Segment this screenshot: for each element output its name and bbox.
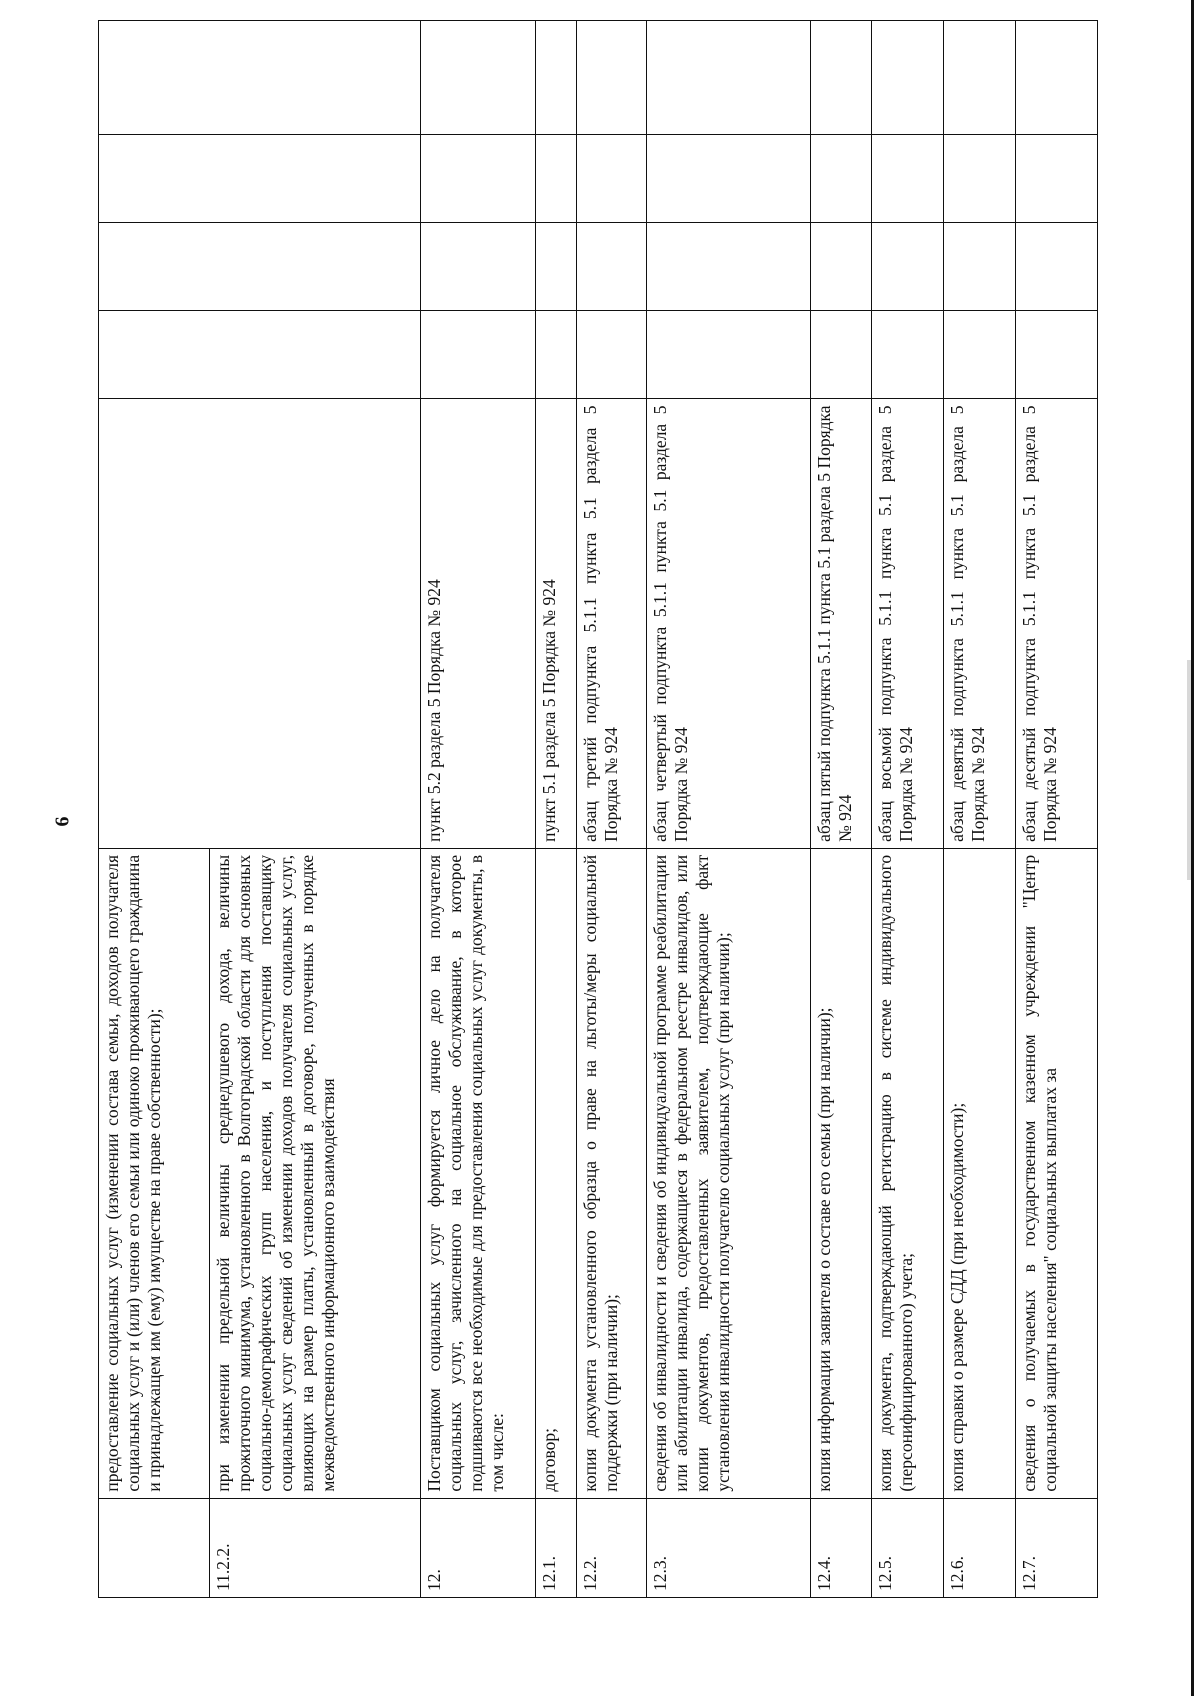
row-number: 12.5. — [872, 1498, 944, 1597]
row-number — [99, 1498, 210, 1597]
row-number: 12.4. — [810, 1498, 872, 1597]
empty-cell — [421, 311, 536, 399]
empty-cell — [944, 222, 1016, 310]
empty-cell — [99, 222, 421, 310]
empty-cell — [1015, 311, 1097, 399]
rotated-table-frame — [98, 20, 1098, 1598]
row-number: 12.6. — [944, 1498, 1016, 1597]
empty-cell — [646, 134, 810, 222]
empty-cell — [810, 134, 872, 222]
empty-cell — [810, 21, 872, 135]
empty-cell — [576, 134, 646, 222]
row-number: 12. — [421, 1498, 536, 1597]
empty-cell — [872, 311, 944, 399]
legal-basis: абзац третий подпункта 5.1.1 пункта 5.1 раздела 5 Порядка № 924 — [576, 399, 646, 848]
table-row — [944, 21, 1016, 1598]
empty-cell — [576, 21, 646, 135]
empty-cell — [810, 222, 872, 310]
empty-cell — [944, 134, 1016, 222]
empty-cell — [872, 222, 944, 310]
legal-basis — [99, 399, 421, 848]
empty-cell — [99, 134, 421, 222]
requirement-text: копия документа, подтверждающий регистрацию в системе индивидуального (персонифицированного) учета; — [872, 848, 944, 1498]
table-row — [99, 21, 210, 1598]
requirement-text: сведения об инвалидности и сведения об индивидуальной программе реабилитации или абилитации инвалида, содержащиеся в федеральном реестре инвалидов, или копии документов, предоставленных заявителем, подтверждающие факт установления инвалидности получателю социальных услуг (при наличии); — [646, 848, 810, 1498]
empty-cell — [535, 21, 576, 135]
empty-cell — [535, 134, 576, 222]
requirements-table — [98, 20, 1098, 1598]
empty-cell — [99, 21, 421, 135]
row-number: 12.3. — [646, 1498, 810, 1597]
requirement-text: сведения о получаемых в государственном казенном учреждении "Центр социальной защиты населения" социальных выплатах за — [1015, 848, 1097, 1498]
legal-basis: абзац восьмой подпункта 5.1.1 пункта 5.1 раздела 5 Порядка № 924 — [872, 399, 944, 848]
requirement-text: копия документа установленного образца о праве на льготы/меры социальной поддержки (при наличии); — [576, 848, 646, 1498]
table-row — [535, 21, 576, 1598]
table-row — [872, 21, 944, 1598]
row-number: 12.7. — [1015, 1498, 1097, 1597]
empty-cell — [99, 311, 421, 399]
legal-basis: абзац девятый подпункта 5.1.1 пункта 5.1 раздела 5 Порядка № 924 — [944, 399, 1016, 848]
legal-basis: абзац десятый подпункта 5.1.1 пункта 5.1 раздела 5 Порядка № 924 — [1015, 399, 1097, 848]
row-number: 12.2. — [576, 1498, 646, 1597]
requirement-text: Поставщиком социальных услуг формируется личное дело на получателя социальных услуг, зачисленного на социальное обслуживание, в которое подшиваются все необходимые для предоставления социальных услуг документы, в том числе: — [421, 848, 536, 1498]
table-row — [421, 21, 536, 1598]
empty-cell — [646, 21, 810, 135]
requirement-text: предоставление социальных услуг (изменении состава семьи, доходов получателя социальных услуг и (или) членов его семьи или одиноко проживающего гражданина и принадлежащем им (ему) имуществе на праве собственности); — [99, 848, 210, 1498]
empty-cell — [944, 21, 1016, 135]
row-number: 12.1. — [535, 1498, 576, 1597]
page-number: 6 — [51, 816, 74, 827]
empty-cell — [576, 222, 646, 310]
table-row — [576, 21, 646, 1598]
empty-cell — [810, 311, 872, 399]
table-row — [646, 21, 810, 1598]
requirement-text: копия информации заявителя о составе его семьи (при наличии); — [810, 848, 872, 1498]
requirement-text: копия справки о размере СДД (при необходимости); — [944, 848, 1016, 1498]
empty-cell — [535, 311, 576, 399]
empty-cell — [421, 21, 536, 135]
legal-basis: абзац пятый подпункта 5.1.1 пункта 5.1 раздела 5 Порядка № 924 — [810, 399, 872, 848]
requirement-text: договор; — [535, 848, 576, 1498]
legal-basis: абзац четвертый подпункта 5.1.1 пункта 5.1 раздела 5 Порядка № 924 — [646, 399, 810, 848]
row-number: 11.2.2. — [209, 1498, 420, 1597]
empty-cell — [646, 311, 810, 399]
empty-cell — [576, 311, 646, 399]
table-row — [810, 21, 872, 1598]
empty-cell — [1015, 134, 1097, 222]
empty-cell — [421, 222, 536, 310]
scan-smudge — [1187, 660, 1191, 880]
empty-cell — [646, 222, 810, 310]
empty-cell — [1015, 222, 1097, 310]
empty-cell — [872, 134, 944, 222]
empty-cell — [535, 222, 576, 310]
legal-basis: пункт 5.1 раздела 5 Порядка № 924 — [535, 399, 576, 848]
empty-cell — [872, 21, 944, 135]
table-row — [1015, 21, 1097, 1598]
scan-border — [1191, 0, 1194, 1696]
legal-basis: пункт 5.2 раздела 5 Порядка № 924 — [421, 399, 536, 848]
requirement-text: при изменении предельной величины среднедушевого дохода, величины прожиточного минимума, установленного в Волгоградской области для основных социально-демографических групп населения, и поступления поставщику социальных услуг сведений об изменении доходов получателя социальных услуг, влияющих на размер платы, установленный в договоре, полученных в порядке межведомственного информационного взаимодействия — [209, 848, 420, 1498]
empty-cell — [421, 134, 536, 222]
empty-cell — [944, 311, 1016, 399]
empty-cell — [1015, 21, 1097, 135]
